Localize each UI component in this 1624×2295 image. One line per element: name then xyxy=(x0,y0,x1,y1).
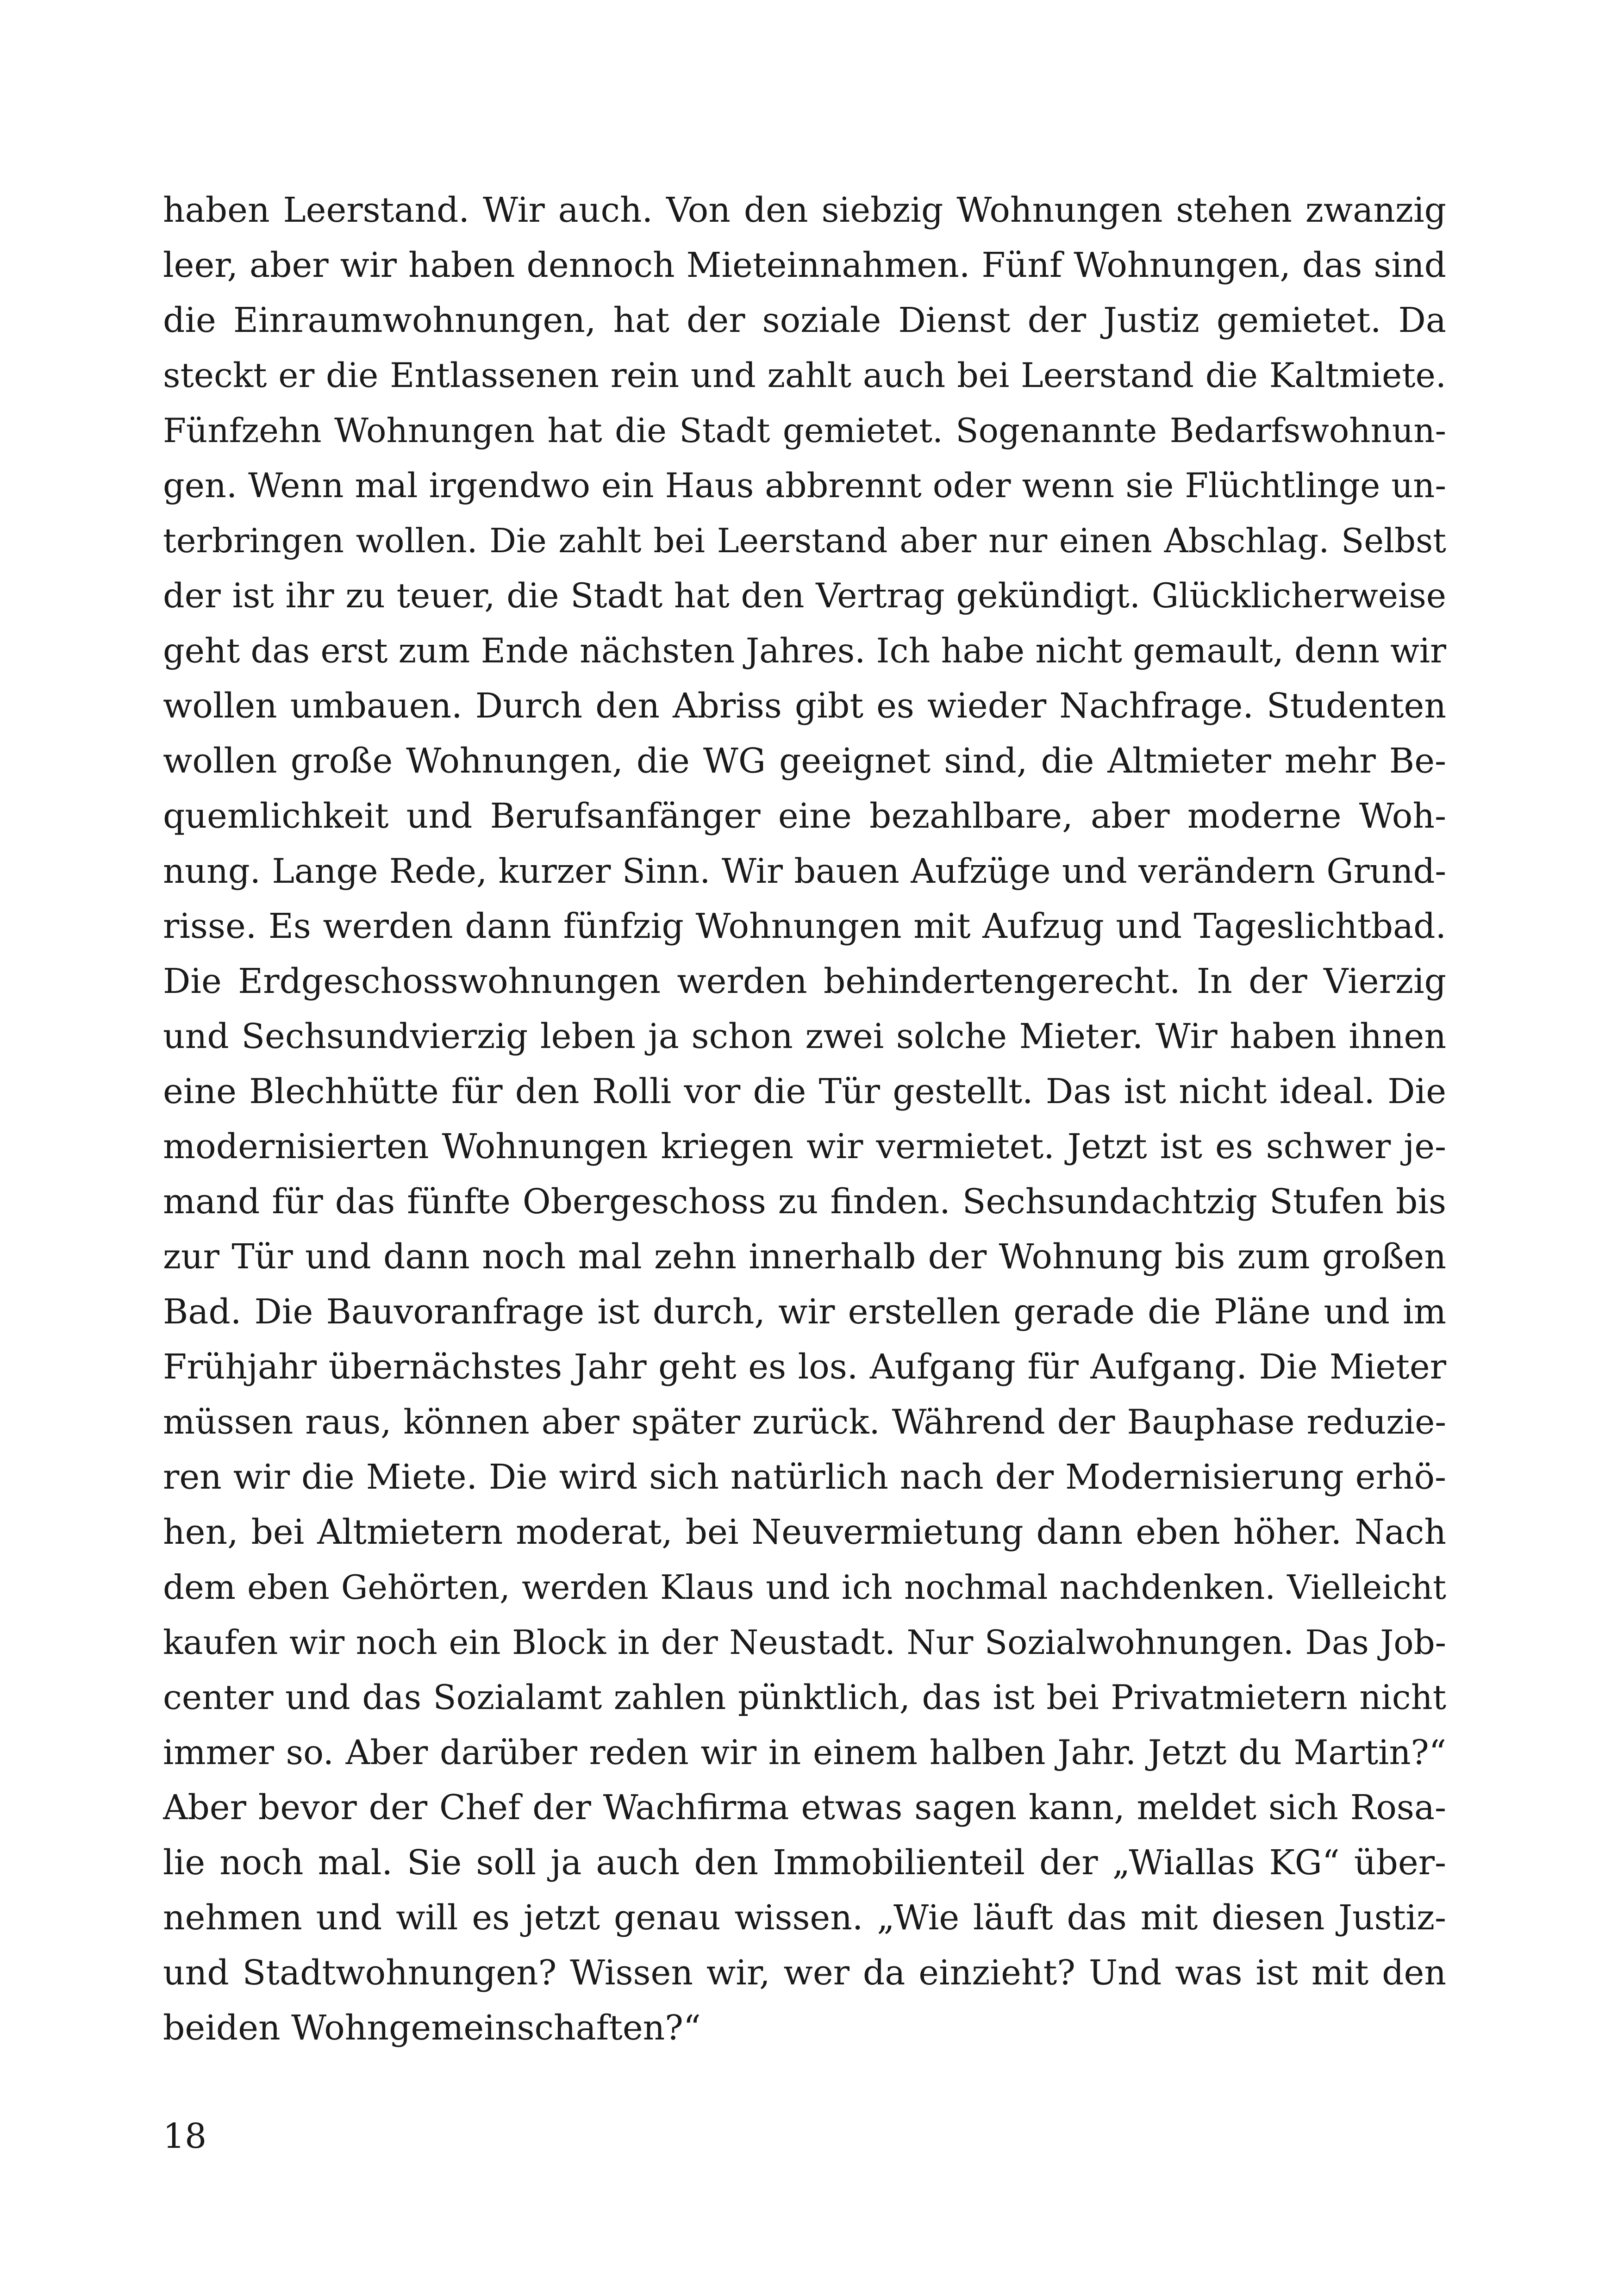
text-line: Aber bevor der Chef der Wachfirma etwas sagen kann, meldet sich Rosa- xyxy=(163,1788,1446,1827)
text-line: nehmen und will es jetzt genau wissen. „Wie läuft das mit diesen Justiz- xyxy=(163,1898,1446,1938)
text-line: dem eben Gehörten, werden Klaus und ich nochmal nachdenken. Vielleicht xyxy=(163,1568,1446,1607)
text-line: und Sechsundvierzig leben ja schon zwei solche Mieter. Wir haben ihnen xyxy=(163,1017,1446,1056)
text-line: mand für das fünfte Obergeschoss zu finden. Sechsundachtzig Stufen bis xyxy=(163,1182,1446,1222)
text-line: leer, aber wir haben dennoch Mieteinnahmen. Fünf Wohnungen, das sind xyxy=(163,245,1446,285)
text-line: modernisierten Wohnungen kriegen wir vermietet. Jetzt ist es schwer je- xyxy=(163,1127,1446,1166)
page-number: 18 xyxy=(163,2116,207,2156)
text-line: Frühjahr übernächstes Jahr geht es los. Aufgang für Aufgang. Die Mieter xyxy=(163,1347,1446,1387)
text-line: geht das erst zum Ende nächsten Jahres. Ich habe nicht gemault, denn wir xyxy=(163,631,1446,671)
text-line: und Stadtwohnungen? Wissen wir, wer da einzieht? Und was ist mit den xyxy=(163,1953,1446,1993)
text-line: gen. Wenn mal irgendwo ein Haus abbrennt oder wenn sie Flüchtlinge un- xyxy=(163,466,1446,505)
text-line: beiden Wohngemeinschaften?“ xyxy=(163,2008,701,2048)
text-line: die Einraumwohnungen, hat der soziale Dienst der Justiz gemietet. Da xyxy=(163,300,1446,340)
text-line: steckt er die Entlassenen rein und zahlt auch bei Leerstand die Kaltmiete. xyxy=(163,356,1446,395)
text-line: risse. Es werden dann fünfzig Wohnungen mit Aufzug und Tageslichtbad. xyxy=(163,906,1446,946)
text-line: hen, bei Altmietern moderat, bei Neuvermietung dann eben höher. Nach xyxy=(163,1512,1446,1552)
text-line: center und das Sozialamt zahlen pünktlich, das ist bei Privatmietern nicht xyxy=(163,1678,1446,1717)
text-line: eine Blechhütte für den Rolli vor die Tür gestellt. Das ist nicht ideal. Die xyxy=(163,1072,1446,1111)
text-line: quemlichkeit und Berufsanfänger eine bezahlbare, aber moderne Woh- xyxy=(163,796,1446,836)
text-line: lie noch mal. Sie soll ja auch den Immobilienteil der „Wiallas KG“ über- xyxy=(163,1843,1446,1883)
text-line: der ist ihr zu teuer, die Stadt hat den Vertrag gekündigt. Glücklicherweise xyxy=(163,576,1446,616)
text-line: terbringen wollen. Die zahlt bei Leerstand aber nur einen Abschlag. Selbst xyxy=(163,521,1446,560)
text-line: müssen raus, können aber später zurück. Während der Bauphase reduzie- xyxy=(163,1403,1446,1442)
text-line: Fünfzehn Wohnungen hat die Stadt gemietet. Sogenannte Bedarfswohnun- xyxy=(163,411,1446,450)
text-line: Die Erdgeschosswohnungen werden behindertengerecht. In der Vierzig xyxy=(163,961,1446,1001)
text-line: Bad. Die Bauvoranfrage ist durch, wir erstellen gerade die Pläne und im xyxy=(163,1292,1446,1332)
text-line: nung. Lange Rede, kurzer Sinn. Wir bauen Aufzüge und verändern Grund- xyxy=(163,852,1446,891)
body-text xyxy=(163,183,1446,2056)
text-line: wollen umbauen. Durch den Abriss gibt es wieder Nachfrage. Studenten xyxy=(163,686,1446,726)
text-line: wollen große Wohnungen, die WG geeignet sind, die Altmieter mehr Be- xyxy=(163,741,1446,781)
text-line: immer so. Aber darüber reden wir in einem halben Jahr. Jetzt du Martin?“ xyxy=(163,1733,1446,1772)
text-line: kaufen wir noch ein Block in der Neustadt. Nur Sozialwohnungen. Das Job- xyxy=(163,1623,1446,1662)
text-line: ren wir die Miete. Die wird sich natürlich nach der Modernisierung erhö- xyxy=(163,1457,1446,1497)
text-line: zur Tür und dann noch mal zehn innerhalb der Wohnung bis zum großen xyxy=(163,1237,1446,1277)
text-line: haben Leerstand. Wir auch. Von den siebzig Wohnungen stehen zwanzig xyxy=(163,190,1446,230)
